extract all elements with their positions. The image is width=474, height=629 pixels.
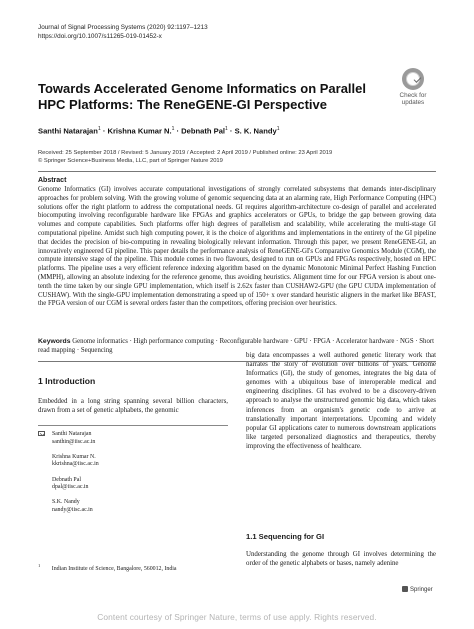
author-affiliation-sup: 1: [225, 126, 228, 132]
springer-horse-icon: [402, 586, 408, 592]
subsection-text: Understanding the genome through GI involves determining the order of the genetic alphabets or bases, namely adenine: [246, 551, 436, 568]
author-name: S.K. Nandy: [52, 499, 80, 506]
divider-top: [38, 171, 436, 172]
affiliation: [38, 562, 228, 574]
author-separator: ·: [174, 126, 182, 136]
publisher-logo: [402, 586, 433, 593]
author-separator: ·: [100, 126, 108, 136]
badge-label-2: updates: [401, 99, 425, 106]
author-name[interactable]: Debnath Pal: [181, 126, 226, 136]
author-name[interactable]: S. K. Nandy: [234, 126, 277, 136]
check-updates-icon: [402, 68, 424, 90]
author-email[interactable]: nandy@iisc.ac.in: [52, 506, 93, 513]
author-name: Debnath Pal: [52, 476, 81, 483]
author-email[interactable]: kkrishna@iisc.ac.in: [52, 461, 99, 468]
author-email[interactable]: dpal@iisc.ac.in: [52, 484, 89, 491]
section-heading-introduction: 1 Introduction: [38, 376, 96, 386]
author-affiliation-sup: 1: [171, 126, 175, 132]
keywords-list: Genome informatics · High performance computing · Reconfigurable hardware · GPU · FPGA · Accelerator hardware · NGS · Short read mapping · Sequencing: [38, 338, 435, 354]
intro-left-text: Embedded in a long string spanning several billion characters, drawn from a set of genetic alphabets, the genomic: [38, 398, 228, 415]
watermark: Content courtesy of Springer Nature, terms of use apply. Rights reserved.: [97, 612, 377, 622]
abstract-heading: Abstract: [38, 177, 67, 184]
doi-link[interactable]: https://doi.org/10.1007/s11265-019-01452-x: [38, 32, 162, 40]
author-affiliation-sup: 1: [276, 126, 280, 132]
history-dates: Received: 25 September 2018 / Revised: 5 January 2019 / Accepted: 2 April 2019 / Published online: 23 April 2019: [38, 150, 333, 156]
paper-title: Towards Accelerated Genome Informatics on Parallel HPC Platforms: The ReneGENE-GI Perspective: [38, 81, 366, 112]
envelope-icon: [38, 431, 45, 436]
author-name[interactable]: Santhi Natarajan: [38, 126, 98, 136]
affiliation-sup: 1: [38, 563, 41, 568]
publisher-name: Springer: [410, 587, 433, 593]
correspondence-entry: [52, 431, 228, 446]
author-separator: ·: [227, 126, 235, 136]
author-name: Krishna Kumar N.: [52, 453, 96, 460]
subsection-heading: 1.1 Sequencing for GI: [246, 532, 325, 541]
author-email[interactable]: santhin@iisc.ac.in: [52, 438, 96, 445]
publication-dates: [38, 149, 332, 165]
correspondence-entry: [52, 454, 228, 469]
copyright-line: © Springer Science+Business Media, LLC, part of Springer Nature 2019: [38, 158, 223, 164]
journal-reference: Journal of Signal Processing Systems (2020) 92:1197–1213: [38, 24, 208, 31]
correspondence-list: [38, 431, 228, 515]
correspondence-entry: [52, 499, 228, 514]
author-name[interactable]: Krishna Kumar N.: [107, 126, 172, 136]
intro-right-text: big data encompasses a well authored genetic literary work that narrates the story of evolution over billions of years. Genome Informatics (GI), the study of genomes, integrates the big data of genomes with a ubiquitous base of interoperable medical and engineering disciplines. GI has evolved to be a discovery-driven approach to analyse the unstructured genomic big data, which takes inferences from an organism's genetic code to arrive at translationally important interpretations. Upcoming and widely popular GI applications cater to numerous downstream applications like targeted personalized diagnostics and therapeutics, thereby improving the effectiveness of healthcare.: [246, 352, 436, 450]
author-affiliation-sup: 1: [97, 126, 101, 132]
affiliation-text: Indian Institute of Science, Bangalore, 560012, India: [51, 565, 177, 572]
footnote-divider: [38, 425, 228, 426]
badge-label-1: Check for: [399, 92, 427, 99]
author-name: Santhi Natarajan: [52, 431, 92, 437]
check-for-updates-badge[interactable]: [391, 68, 435, 112]
correspondence-entry: [52, 477, 228, 492]
author-list: [38, 126, 280, 136]
abstract-text: Genome Informatics (GI) involves accurate computational investigations of strongly correlated subsystems that demands inter-disciplinary approaches for problem solving. With the growing volume of genomic sequencing data at an alarming rate, High Performance Computing (HPC) solutions offer the right platform to address the computational needs. GI requires algorithm-architecture co-design of parallel and accelerated biocomputing involving reconfigurable hardware like FPGAs and graphics accelerators or GPUs, to bridge the gap between growing data volumes and compute capabilities. Such platforms offer high degrees of parallelism and scalability, while accelerating the multi-stage GI computational pipeline. Amidst such high computing power, it is the choice of algorithms and implementations in the entirety of the GI pipeline that decides the precision of bio-computing in revealing biologically relevant information. Through this paper, we present ReneGENE-GI, an innovatively engineered GI pipeline. This paper details the performance analysis of ReneGENE-GI's Comparative Genomics Module (CGM), the compute intensive stage of the pipeline. This module comes in two flavours, designed to run on GPUs and FPGAs respectively, hosted on HPC platforms. The pipeline uses a very efficient reference indexing algorithm based on the dynamic Monotonic Minimal Perfect Hashing Function (MMPH), allowing an absolute indexing for the reference genome, thus avoiding heuristics. Alignment time for our FPGA version is about one-tenth the time taken by our single GPU implementation, which itself is 2.62x faster than CUSHAW2-GPU (the GPU CUDA implementation of CUSHAW). With the single-GPU implementation demonstrating a speed up of 150+ x over standard heuristic aligners in the market like BFAST, the FPGA version of our CGM is several orders faster than the competitors, offering precision over heuristics.: [38, 186, 436, 308]
keywords-label: Keywords: [38, 338, 71, 345]
journal-citation: [38, 24, 208, 41]
